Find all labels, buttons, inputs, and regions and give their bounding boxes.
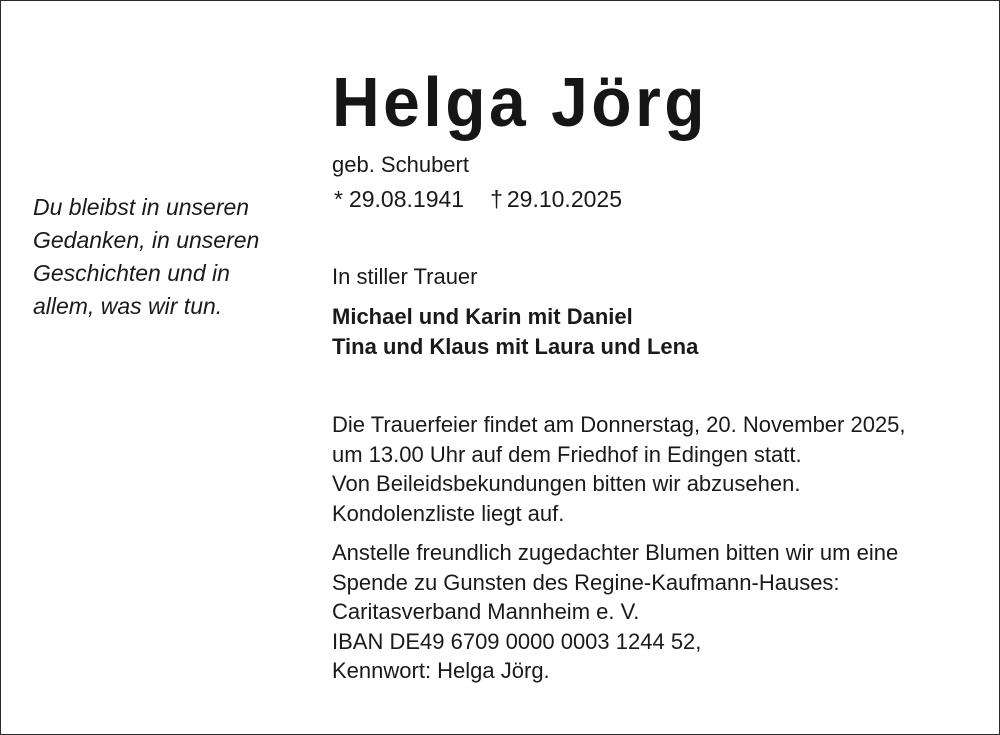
donation-line: IBAN DE49 6709 0000 0003 1244 52,: [332, 628, 702, 654]
death-symbol-icon: †: [490, 186, 503, 212]
death-date: 29.10.2025: [506, 186, 622, 212]
mourners-list: [332, 302, 698, 362]
memorial-quote: [33, 191, 293, 323]
deceased-name: Helga Jörg: [332, 62, 709, 141]
donation-line: Kennwort: Helga Jörg.: [332, 658, 550, 683]
donation-line: Anstelle freundlich zugedachter Blumen bitten wir um eine: [332, 540, 899, 565]
birth-date: 29.08.1941: [348, 186, 465, 212]
funeral-service-info: [332, 410, 906, 528]
life-dates: [334, 184, 622, 214]
birth-symbol-icon: *: [334, 186, 343, 212]
mourner-line: Tina und Klaus mit Laura und Lena: [332, 334, 699, 359]
service-line: um 13.00 Uhr auf dem Friedhof in Edingen statt.: [332, 441, 802, 467]
service-line: Von Beileidsbekundungen bitten wir abzusehen.: [332, 471, 801, 496]
service-line: Die Trauerfeier findet am Donnerstag, 20. November 2025,: [332, 412, 906, 437]
donation-info: [332, 538, 898, 686]
quote-line: allem, was wir tun.: [33, 293, 223, 319]
quote-line: Geschichten und in: [33, 260, 230, 286]
birth-name: geb. Schubert: [332, 152, 469, 177]
service-line: Kondolenzliste liegt auf.: [332, 500, 565, 526]
donation-line: Caritasverband Mannheim e. V.: [332, 599, 640, 624]
mourning-intro: In stiller Trauer: [332, 264, 478, 289]
mourner-line: Michael und Karin mit Daniel: [332, 304, 633, 329]
donation-line: Spende zu Gunsten des Regine-Kaufmann-Hauses:: [332, 569, 840, 595]
quote-line: Du bleibst in unseren: [33, 194, 250, 220]
quote-line: Gedanken, in unseren: [33, 227, 260, 253]
